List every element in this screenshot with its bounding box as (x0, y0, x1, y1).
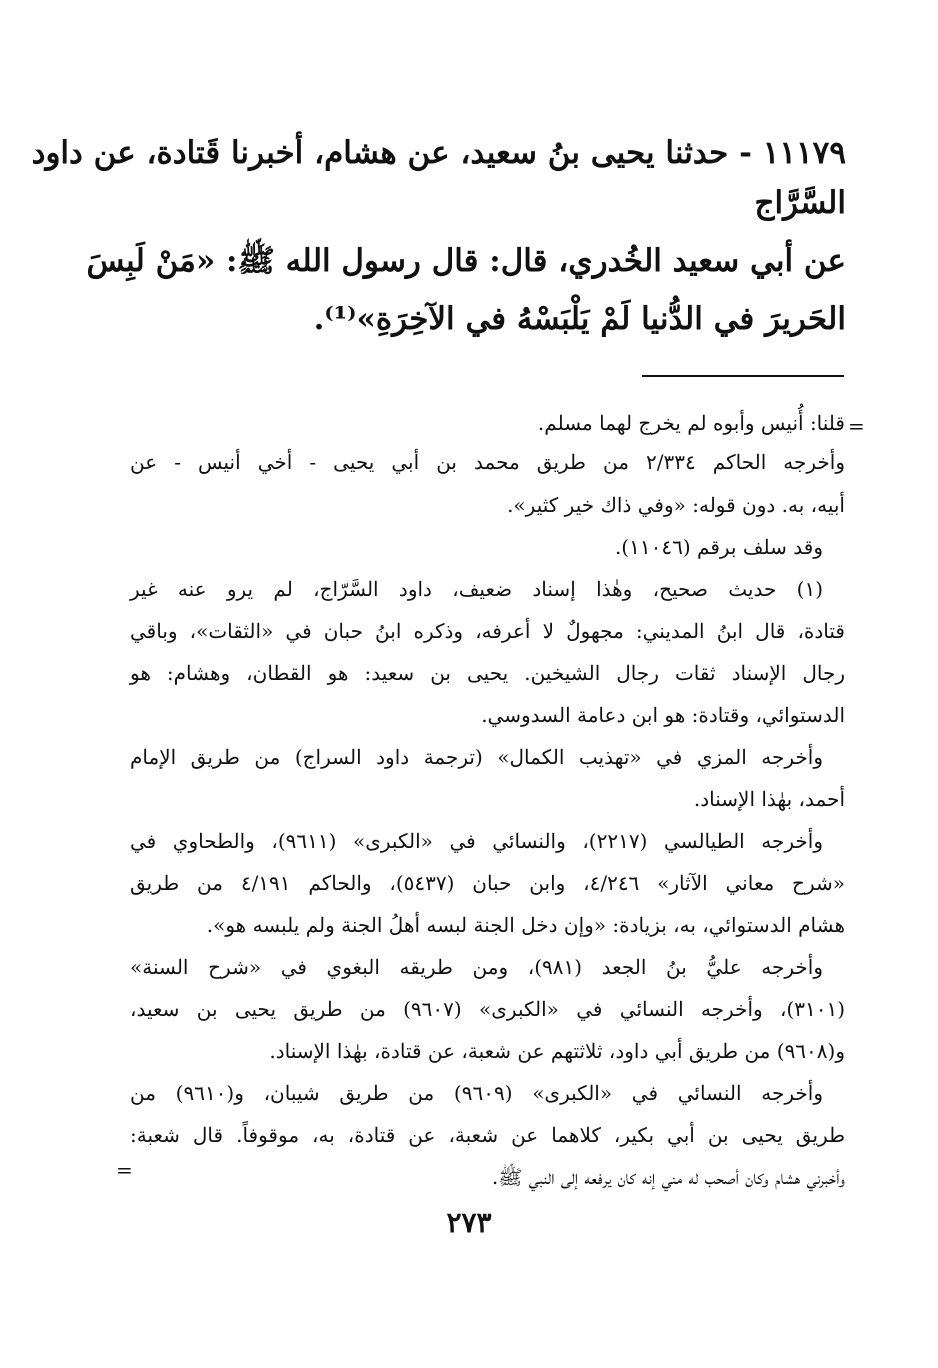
footnote-line: و(٩٦٠٨) من طريق أبي داود، ثلاثتهم عن شعبة، عن قتادة، بهٰذا الإسناد. (269, 1039, 845, 1063)
footnote-line: وأخرجه الطيالسي (٢٢١٧)، والنسائي في «الكبرى» (٩٦١١)، والطحاوي في (130, 829, 823, 853)
hadith-line-3: عن أبي سعيد الخُدري، قال: قال رسول الله ﷺ: «مَنْ لَبِسَ (86, 243, 846, 279)
footnote-line: قتادة، قال ابنُ المديني: مجهولٌ لا أعرفه، وذكره ابنُ حبان في «الثقات»، وباقي (130, 619, 845, 643)
footnote-line: وأخرجه الحاكم ٢/٣٣٤ من طريق محمد بن أبي يحيى - أخي أنيس - عن (130, 450, 845, 474)
page-number: ٢٧٣ (446, 1206, 492, 1239)
footnote-line: «شرح معاني الآثار» ٤/٢٤٦، وابن حبان (٥٤٣٧)، والحاكم ٤/١٩١ من طريق (130, 871, 845, 895)
continuation-mark: = (848, 414, 865, 438)
footnote-line: وأخبرني هشام وكان أصحب له مني إنه كان يرفعه إلى النبي ﷺ. (491, 1165, 845, 1189)
footnote-line: طريق يحيى بن أبي بكير، كلاهما عن شعبة، عن قتادة، به، موقوفاً. قال شعبة: (130, 1123, 845, 1147)
footnote-line: أبيه، به. دون قوله: «وفي ذاك خير كثير». (507, 493, 845, 517)
footnote-line: الدستوائي، وقتادة: هو ابن دعامة السدوسي. (481, 703, 845, 727)
footnote-line: رجال الإسناد ثقات رجال الشيخين. يحيى بن سعيد: هو القطان، وهشام: هو (130, 661, 845, 685)
footnote-line: وقد سلف برقم (١١٠٤٦). (614, 535, 823, 559)
footnote-line: (١) حديث صحيح، وهٰذا إسناد ضعيف، داود السَّرّاج، لم يرو عنه غير (130, 577, 823, 601)
footnote-line: هشام الدستوائي، به، بزيادة: «وإن دخل الجنة لبسه أهلُ الجنة ولم يلبسه هو». (206, 913, 845, 937)
footnote-line: وأخرجه المزي في «تهذيب الكمال» (ترجمة داود السراج) من طريق الإمام (130, 745, 823, 769)
hadith-line-2: السَّرَّاج (754, 185, 846, 221)
footnote-separator (642, 375, 844, 377)
footnote-line: وأخرجه النسائي في «الكبرى» (٩٦٠٩) من طريق شيبان، و(٩٦١٠) من (130, 1081, 823, 1105)
footnote-line: (٣١٠١)، وأخرجه النسائي في «الكبرى» (٩٦٠٧) من طريق يحيى بن سعيد، (130, 997, 846, 1021)
footnote-line: قلنا: أُنيس وأبوه لم يخرج لهما مسلم. (537, 411, 845, 435)
footnote-line: أحمد، بهٰذا الإسناد. (693, 787, 845, 811)
end-continuation-mark: = (116, 1158, 133, 1182)
footnote-line: وأخرجه عليُّ بنُ الجعد (٩٨١)، ومن طريقه البغوي في «شرح السنة» (130, 955, 823, 979)
hadith-line-4: الحَريرَ في الدُّنيا لَمْ يَلْبَسْهُ في الآخِرَةِ»⁽¹⁾. (313, 301, 846, 337)
hadith-line-1: ١١١٧٩ - حدثنا يحيى بنُ سعيد، عن هشام، أخبرنا قَتادة، عن داود (31, 135, 846, 171)
